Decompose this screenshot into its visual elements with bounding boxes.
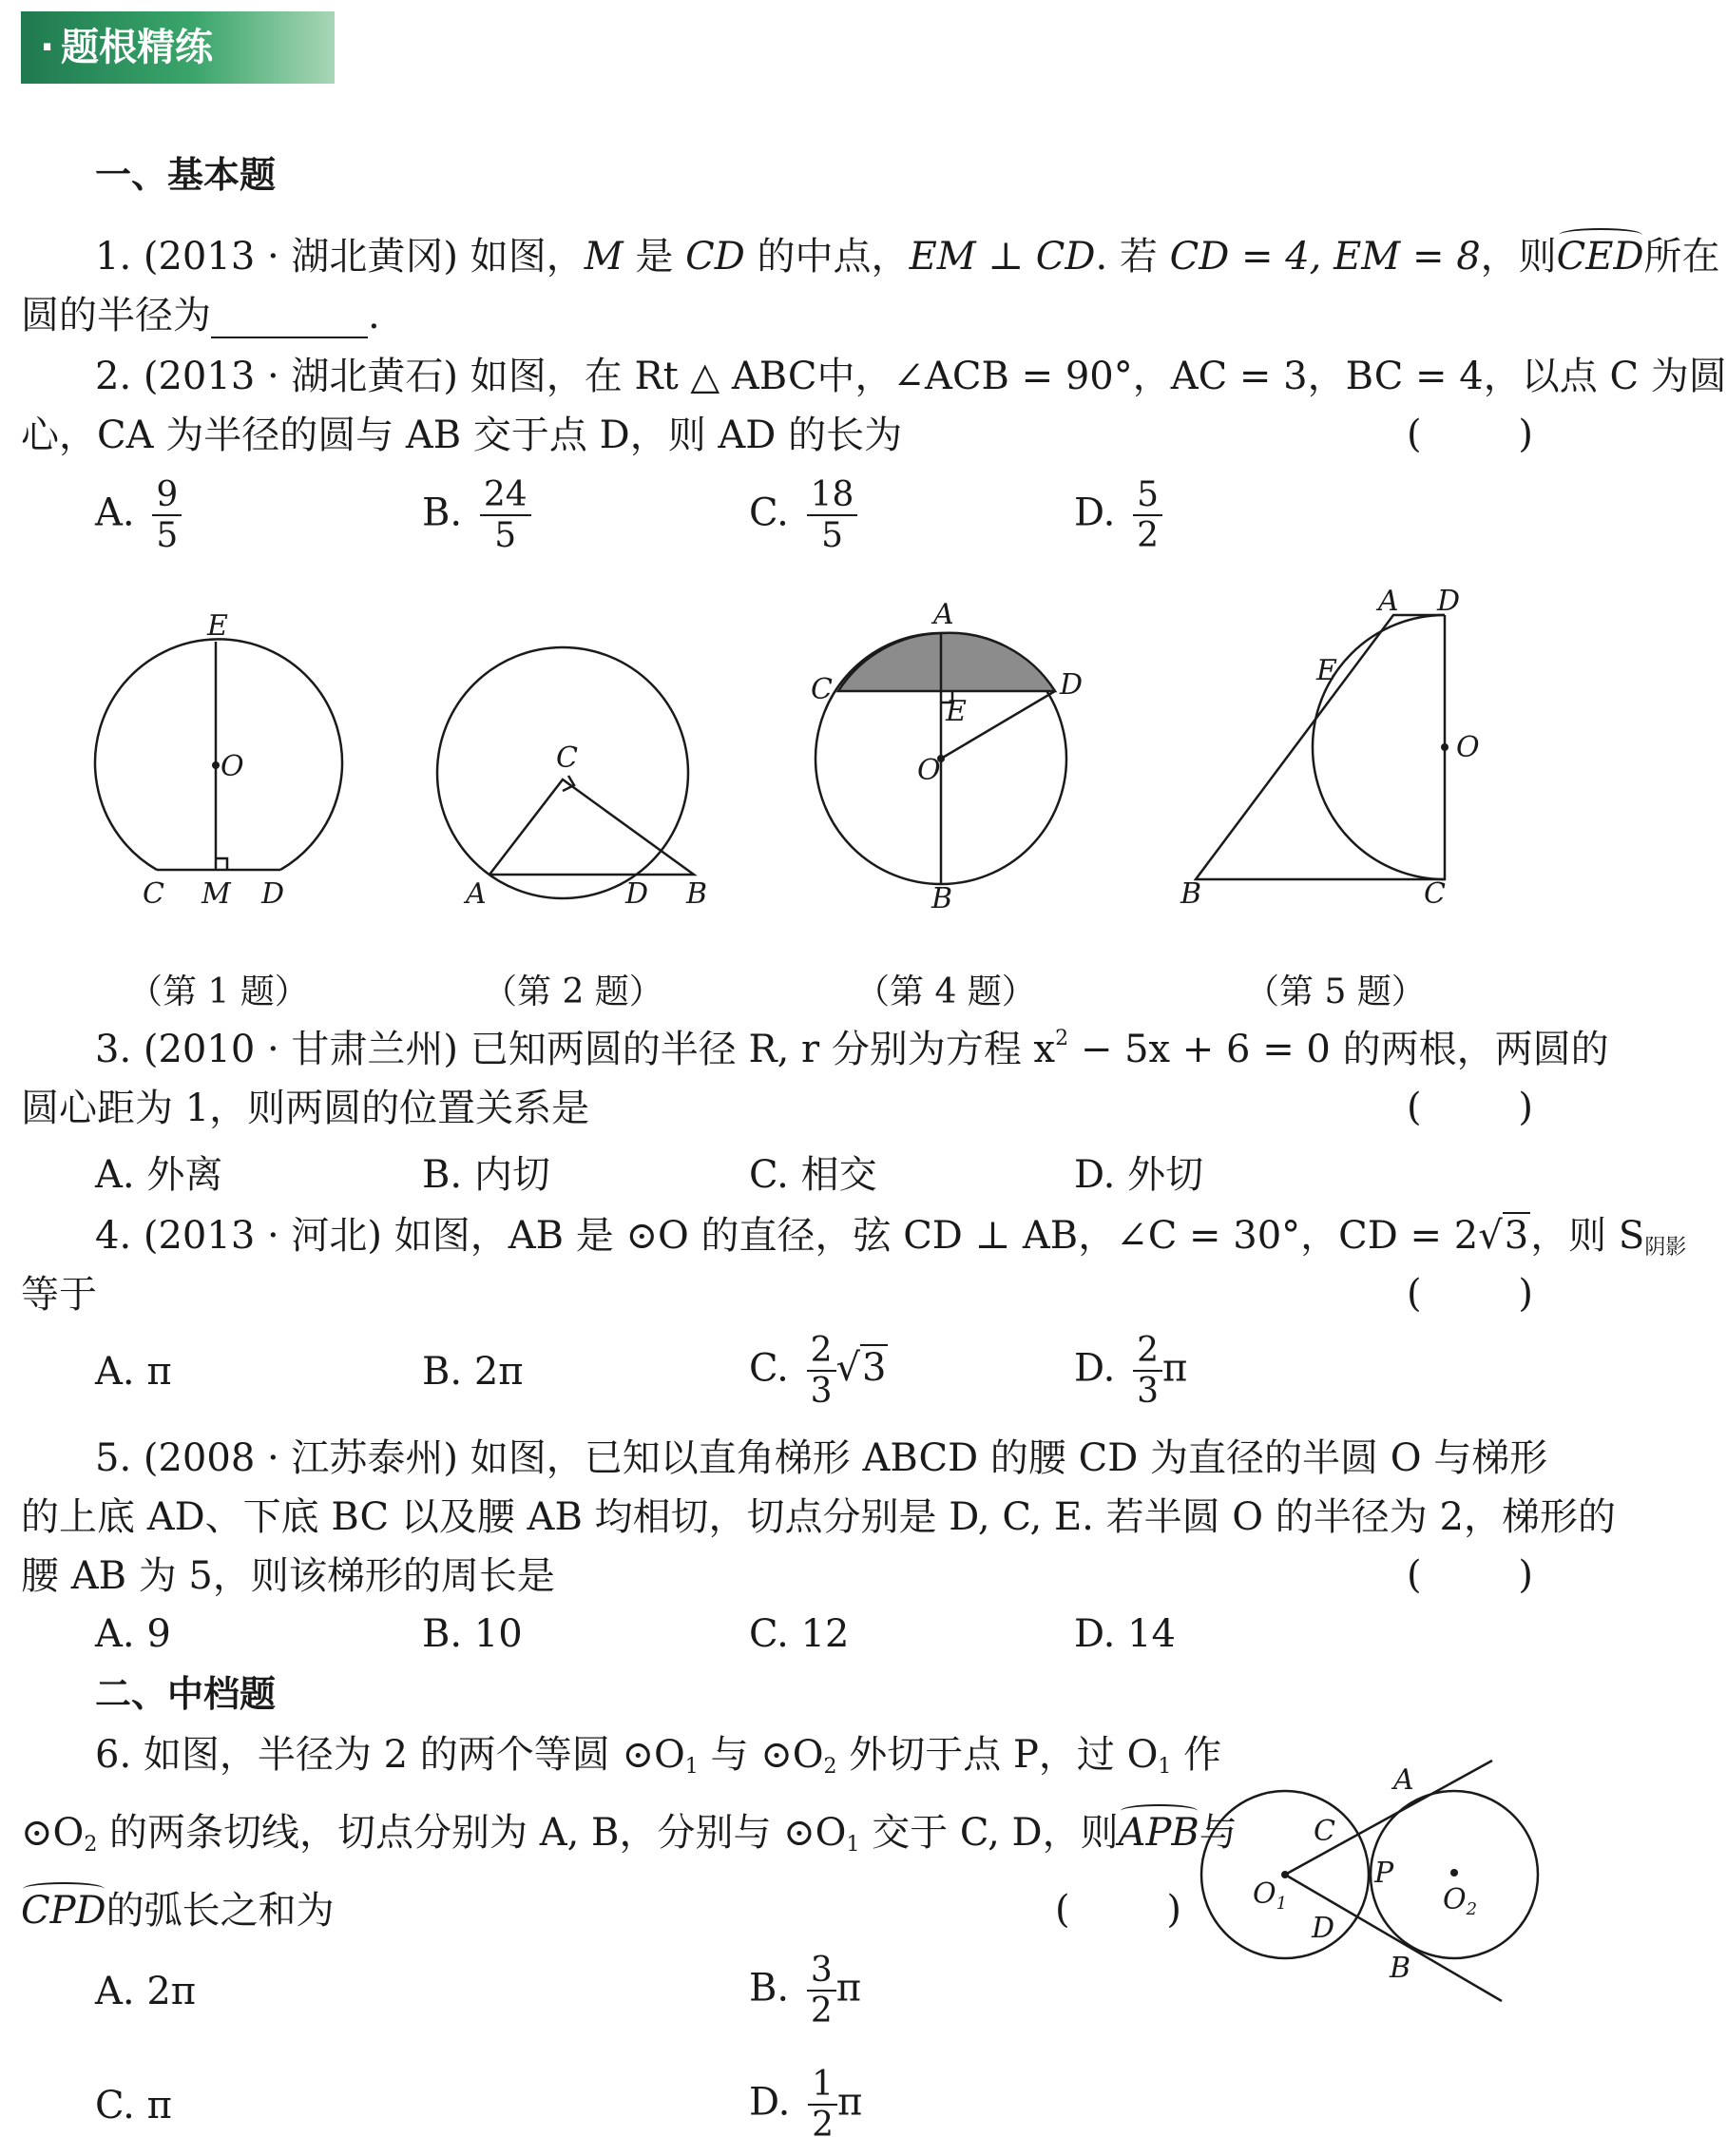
q1-end: . bbox=[368, 294, 380, 337]
frac-den: 5 bbox=[156, 516, 179, 556]
fig4-label-e: E bbox=[946, 695, 967, 728]
q1-line2 bbox=[21, 293, 380, 338]
q2-option-c[interactable] bbox=[749, 475, 857, 556]
frac-num: 9 bbox=[152, 475, 182, 516]
q6-line1 bbox=[95, 1732, 1221, 1780]
q4-option-d-pi: π bbox=[1161, 1346, 1188, 1391]
fig5-label-c: C bbox=[1424, 877, 1446, 911]
fig6-o1-letter: O bbox=[1253, 1877, 1276, 1911]
q2-option-b[interactable] bbox=[422, 475, 531, 556]
figures-row bbox=[0, 585, 1547, 970]
q6-text-d: 作 bbox=[1171, 1733, 1222, 1777]
q4-option-d[interactable] bbox=[1074, 1331, 1187, 1412]
q6-option-b-frac bbox=[807, 1951, 836, 2031]
q4-option-b[interactable]: B. 2π bbox=[422, 1350, 524, 1394]
fig2-label-a: A bbox=[466, 877, 487, 911]
frac-den: 3 bbox=[810, 1372, 833, 1412]
fig6-label-o2 bbox=[1443, 1883, 1477, 1919]
frac-num: 2 bbox=[1133, 1331, 1162, 1372]
q6-sub-5: 1 bbox=[846, 1833, 860, 1857]
fig6-label-d: D bbox=[1312, 1912, 1335, 1945]
fig2-label-b: B bbox=[686, 877, 708, 911]
q6-text-f: 的两条切线，切点分别为 A, B，分别与 ⊙O bbox=[97, 1811, 847, 1855]
q2-option-a[interactable] bbox=[95, 475, 182, 556]
q6-option-b[interactable] bbox=[749, 1951, 861, 2031]
q1-arc-ced: CED bbox=[1556, 235, 1644, 279]
q6-option-b-pi: π bbox=[835, 1966, 862, 2011]
q4-sqrt-radicand: 3 bbox=[1504, 1214, 1529, 1258]
fig5-label-d: D bbox=[1437, 585, 1461, 618]
q1-text-a: 1. (2013 · 湖北黄冈) 如图， bbox=[95, 235, 585, 279]
fig6-label-b: B bbox=[1390, 1952, 1411, 1985]
q1-line1 bbox=[95, 234, 1720, 279]
q6-line3 bbox=[21, 1888, 335, 1934]
q1-text-b: 是 bbox=[623, 235, 686, 279]
q3-option-a[interactable]: A. 外离 bbox=[95, 1153, 223, 1197]
q2-option-b-frac bbox=[480, 475, 531, 556]
sqrt-radicand: 3 bbox=[862, 1346, 887, 1391]
q5-option-a[interactable]: A. 9 bbox=[95, 1612, 171, 1656]
q6-option-d-label: D. bbox=[749, 2080, 791, 2125]
q5-line2: 的上底 AD、下底 BC 以及腰 AB 均相切，切点分别是 D, C, E. 若半圆 O 的半径为 2，梯形的 bbox=[21, 1495, 1616, 1539]
q4-option-c-sqrt: √3 bbox=[835, 1346, 887, 1391]
q4-option-d-label: D. bbox=[1074, 1346, 1116, 1391]
q5-line1: 5. (2008 · 江苏泰州) 如图，已知以直角梯形 ABCD 的腰 CD 为直径的半圆 O 与梯形 bbox=[95, 1436, 1548, 1480]
q6-text-g: 交于 C, D，则 bbox=[859, 1811, 1119, 1855]
section-medium-heading: 二、中档题 bbox=[95, 1673, 277, 1715]
section-basic-heading: 一、基本题 bbox=[95, 154, 277, 196]
q4-option-c-frac bbox=[807, 1331, 836, 1412]
q2-option-d-label: D. bbox=[1074, 491, 1116, 535]
q5-answer-paren[interactable]: ( ) bbox=[1407, 1553, 1533, 1597]
fig6-label-p: P bbox=[1374, 1857, 1394, 1890]
q2-line2: 心，CA 为半径的圆与 AB 交于点 D，则 AD 的长为 bbox=[21, 414, 903, 457]
fig4-label-c: C bbox=[811, 673, 833, 706]
fig6-label-c: C bbox=[1314, 1815, 1335, 1848]
fig6-o2-letter: O bbox=[1443, 1883, 1467, 1916]
q6-answer-paren[interactable]: ( ) bbox=[1055, 1888, 1181, 1932]
q4-option-a[interactable]: A. π bbox=[95, 1350, 172, 1394]
frac-den: 5 bbox=[821, 516, 843, 556]
q4-option-c[interactable] bbox=[749, 1331, 888, 1412]
q6-option-d[interactable] bbox=[749, 2065, 862, 2146]
q3-option-d[interactable]: D. 外切 bbox=[1074, 1153, 1204, 1197]
q6-text-a: 6. 如图，半径为 2 的两个等圆 ⊙O bbox=[95, 1733, 685, 1777]
q6-line2 bbox=[21, 1810, 1238, 1858]
q2-option-a-frac bbox=[152, 475, 182, 556]
frac-den: 2 bbox=[1137, 516, 1159, 556]
caption-fig5: （第 5 题） bbox=[1245, 972, 1426, 1011]
q6-option-b-label: B. bbox=[749, 1966, 790, 2011]
q4-text-b: ，则 S bbox=[1530, 1214, 1645, 1258]
frac-num: 3 bbox=[807, 1951, 836, 1992]
q3-option-c[interactable]: C. 相交 bbox=[749, 1153, 877, 1197]
q2-option-b-label: B. bbox=[422, 491, 463, 535]
q4-option-c-label: C. bbox=[749, 1346, 789, 1391]
fig2-label-d: D bbox=[625, 877, 649, 911]
section-banner bbox=[21, 11, 335, 84]
fig4-label-o: O bbox=[917, 754, 941, 787]
q1-text-f: 所在 bbox=[1643, 235, 1720, 279]
q4-text-a: 4. (2013 · 河北) 如图，AB 是 ⊙O 的直径，弦 CD ⊥ AB，∠C = 30°，CD = 2 bbox=[95, 1214, 1479, 1258]
q1-line2-text: 圆的半径为 bbox=[21, 294, 211, 337]
caption-fig1: （第 1 题） bbox=[128, 972, 309, 1011]
q3-line2: 圆心距为 1，则两圆的位置关系是 bbox=[21, 1087, 590, 1130]
q2-line1: 2. (2013 · 湖北黄石) 如图，在 Rt △ ABC中，∠ACB = 90°，AC = 3，BC = 4，以点 C 为圆 bbox=[95, 355, 1727, 398]
q6-text-e: ⊙O bbox=[21, 1811, 85, 1855]
q4-sqrt: √3 bbox=[1478, 1214, 1529, 1258]
q6-text-h: 与 bbox=[1199, 1811, 1238, 1855]
q2-option-c-frac bbox=[807, 475, 858, 556]
q2-option-a-label: A. bbox=[95, 491, 135, 535]
q6-text-c: 外切于点 P，过 O bbox=[836, 1733, 1159, 1777]
q6-sub-3: 1 bbox=[1158, 1755, 1172, 1779]
q6-sub-2: 2 bbox=[823, 1755, 837, 1779]
fig1-arc bbox=[95, 639, 342, 870]
q6-option-c[interactable]: C. π bbox=[95, 2084, 172, 2127]
q3-text-a: 3. (2010 · 甘肃兰州) 已知两圆的半径 R, r 分别为方程 x bbox=[95, 1028, 1056, 1071]
q4-answer-paren[interactable]: ( ) bbox=[1407, 1272, 1533, 1316]
q1-answer-blank[interactable] bbox=[211, 304, 368, 338]
q3-answer-paren[interactable]: ( ) bbox=[1407, 1086, 1533, 1129]
frac-num: 18 bbox=[807, 475, 858, 516]
q2-option-d-frac bbox=[1133, 475, 1162, 556]
fig1-label-e: E bbox=[207, 609, 228, 643]
fig6-diagram bbox=[1179, 1730, 1547, 2034]
q6-text-i: 的弧长之和为 bbox=[106, 1889, 335, 1933]
frac-den: 3 bbox=[1137, 1372, 1159, 1412]
fig4-label-a: A bbox=[933, 598, 954, 631]
q6-arc-cpd: CPD bbox=[21, 1889, 106, 1933]
fig5-label-b: B bbox=[1180, 877, 1202, 911]
q1-given: CD = 4, EM = 8 bbox=[1169, 235, 1481, 279]
q5-option-b[interactable]: B. 10 bbox=[422, 1612, 523, 1656]
q3-line1 bbox=[95, 1027, 1609, 1072]
fig6-o2-dot bbox=[1450, 1869, 1458, 1877]
q4-line1 bbox=[95, 1213, 1686, 1261]
caption-fig2: （第 2 题） bbox=[483, 972, 663, 1011]
q5-line3: 腰 AB 为 5，则该梯形的周长是 bbox=[21, 1554, 555, 1598]
q5-option-c[interactable]: C. 12 bbox=[749, 1612, 850, 1656]
q3-superscript: 2 bbox=[1055, 1027, 1069, 1050]
q1-perp: EM ⊥ CD bbox=[909, 235, 1096, 279]
fig1-right-angle bbox=[216, 858, 227, 870]
q3-text-b: − 5x + 6 = 0 的两根，两圆的 bbox=[1068, 1028, 1609, 1071]
fig5-label-o: O bbox=[1456, 731, 1480, 764]
frac-num: 24 bbox=[480, 475, 531, 516]
fig2-triangle bbox=[489, 780, 694, 875]
fig1-label-o: O bbox=[221, 750, 244, 783]
fig6-o1-dot bbox=[1281, 1871, 1289, 1878]
frac-den: 2 bbox=[812, 2106, 834, 2146]
fig1-label-d: D bbox=[261, 877, 285, 911]
fig1-label-m: M bbox=[201, 877, 231, 911]
q3-option-b[interactable]: B. 内切 bbox=[422, 1153, 550, 1197]
banner-title: 题根精练 bbox=[61, 26, 213, 69]
fig1-center-dot bbox=[212, 761, 220, 769]
q4-option-d-frac bbox=[1133, 1331, 1162, 1412]
q4-line2: 等于 bbox=[21, 1273, 97, 1317]
q6-sub-1: 1 bbox=[684, 1755, 699, 1779]
fig4-label-d: D bbox=[1060, 668, 1084, 702]
q4-subscript: 阴影 bbox=[1644, 1236, 1687, 1260]
q1-text-d: . 若 bbox=[1095, 235, 1170, 279]
frac-num: 1 bbox=[808, 2065, 837, 2106]
fig6-o1-sub: 1 bbox=[1276, 1894, 1288, 1914]
frac-num: 2 bbox=[807, 1331, 836, 1372]
fig1-label-c: C bbox=[143, 877, 164, 911]
fig5-label-e: E bbox=[1316, 654, 1337, 687]
q2-option-c-label: C. bbox=[749, 491, 789, 535]
frac-den: 5 bbox=[494, 516, 517, 556]
q1-text-e: ，则 bbox=[1480, 235, 1557, 279]
fig5-center-dot bbox=[1441, 743, 1449, 751]
q1-var-m: M bbox=[584, 235, 624, 279]
q6-sub-4: 2 bbox=[84, 1833, 98, 1857]
q6-option-a[interactable]: A. 2π bbox=[95, 1970, 197, 2013]
q2-option-d[interactable] bbox=[1074, 475, 1162, 556]
fig5-label-a: A bbox=[1378, 585, 1399, 618]
caption-fig4: （第 4 题） bbox=[855, 972, 1036, 1011]
banner-dot: · bbox=[40, 26, 55, 69]
q6-text-b: 与 ⊙O bbox=[698, 1733, 824, 1777]
fig4-label-b: B bbox=[931, 882, 953, 915]
fig6-label-o1 bbox=[1253, 1877, 1287, 1914]
fig2-label-c: C bbox=[556, 741, 578, 775]
fig6-label-a: A bbox=[1393, 1763, 1414, 1797]
q1-text-c: 的中点， bbox=[744, 235, 910, 279]
q6-arc-apb: APB bbox=[1118, 1811, 1199, 1855]
fig6-o2-sub: 2 bbox=[1466, 1899, 1478, 1919]
q6-option-d-pi: π bbox=[836, 2080, 863, 2125]
q1-var-cd: CD bbox=[685, 235, 745, 279]
q5-option-d[interactable]: D. 14 bbox=[1074, 1612, 1176, 1656]
fig4-shaded bbox=[838, 633, 1055, 691]
frac-num: 5 bbox=[1133, 475, 1162, 516]
frac-den: 2 bbox=[810, 1992, 833, 2031]
q6-option-d-frac bbox=[808, 2065, 837, 2146]
q2-answer-paren[interactable]: ( ) bbox=[1407, 413, 1533, 456]
